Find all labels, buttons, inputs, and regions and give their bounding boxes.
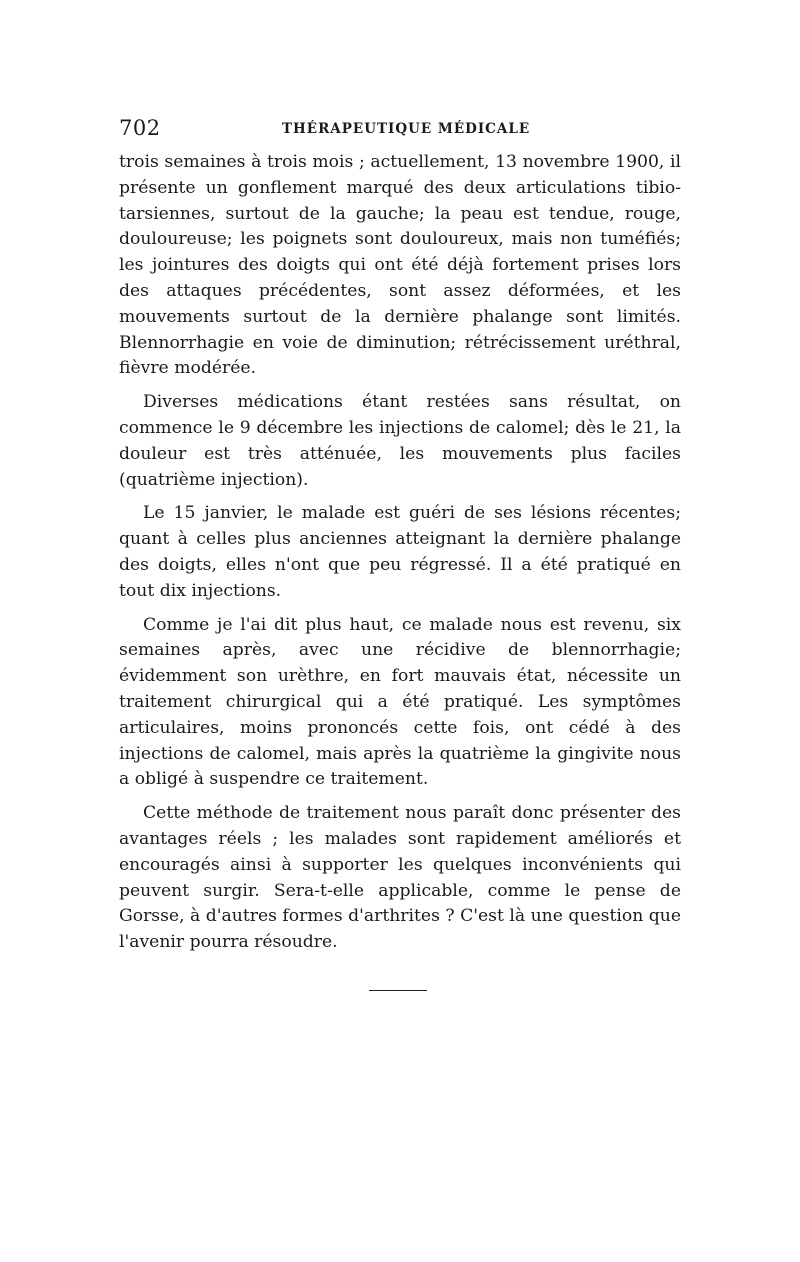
paragraph-continued: trois semaines à trois mois ; actuellement, 13 novembre 1900, il présente un gonflement marqué des deux articulations tibio-tarsiennes, surtout de la gauche; la peau est tendue, rouge, douloureuse; les poignets sont douloureux, mais non tuméfiés; les jointures des doigts qui ont été déjà fortement prises lors des attaques précédentes, sont assez déformées, et les mouvements surtout de la dernière phalange sont limités. Blennorrhagie en voie de diminution; rétrécissement uréthral, fièvre modérée.: [119, 152, 681, 379]
page-number: 702: [119, 116, 161, 140]
section-end-rule: [369, 990, 427, 991]
paragraph-conclusion: Cette méthode de traitement nous paraît donc présenter des avantages réels ; les malades sont rapidement améliorés et encouragés ainsi à supporter les quelques inconvénients qui peuvent surgir. Sera-t-elle applicable, comme le pense de Gorsse, à d'autres formes d'arthrites ? C'est là une question que l'avenir pourra résoudre.: [119, 803, 681, 953]
page-header: [119, 113, 681, 143]
running-title: THÉRAPEUTIQUE MÉDICALE: [282, 121, 531, 137]
paragraph-january: Le 15 janvier, le malade est guéri de ses lésions récentes; quant à celles plus anciennes atteignant la dernière phalange des doigts, elles n'ont que peu régressé. Il a été pratiqué en tout dix injections.: [119, 503, 681, 601]
page-body: [119, 150, 681, 956]
paragraph-relapse: Comme je l'ai dit plus haut, ce malade nous est revenu, six semaines après, avec une récidive de blennorrhagie; évidemment son urèthre, en fort mauvais état, nécessite un traitement chirurgical qui a été pratiqué. Les symptômes articulaires, moins prononcés cette fois, ont cédé à des injections de calomel, mais après la quatrième la gingivite nous a obligé à suspendre ce traitement.: [119, 614, 681, 790]
paragraph-medications: Diverses médications étant restées sans résultat, on commence le 9 décembre les injections de calomel; dès le 21, la douleur est très atténuée, les mouvements plus faciles (quatrième injection).: [119, 392, 681, 490]
